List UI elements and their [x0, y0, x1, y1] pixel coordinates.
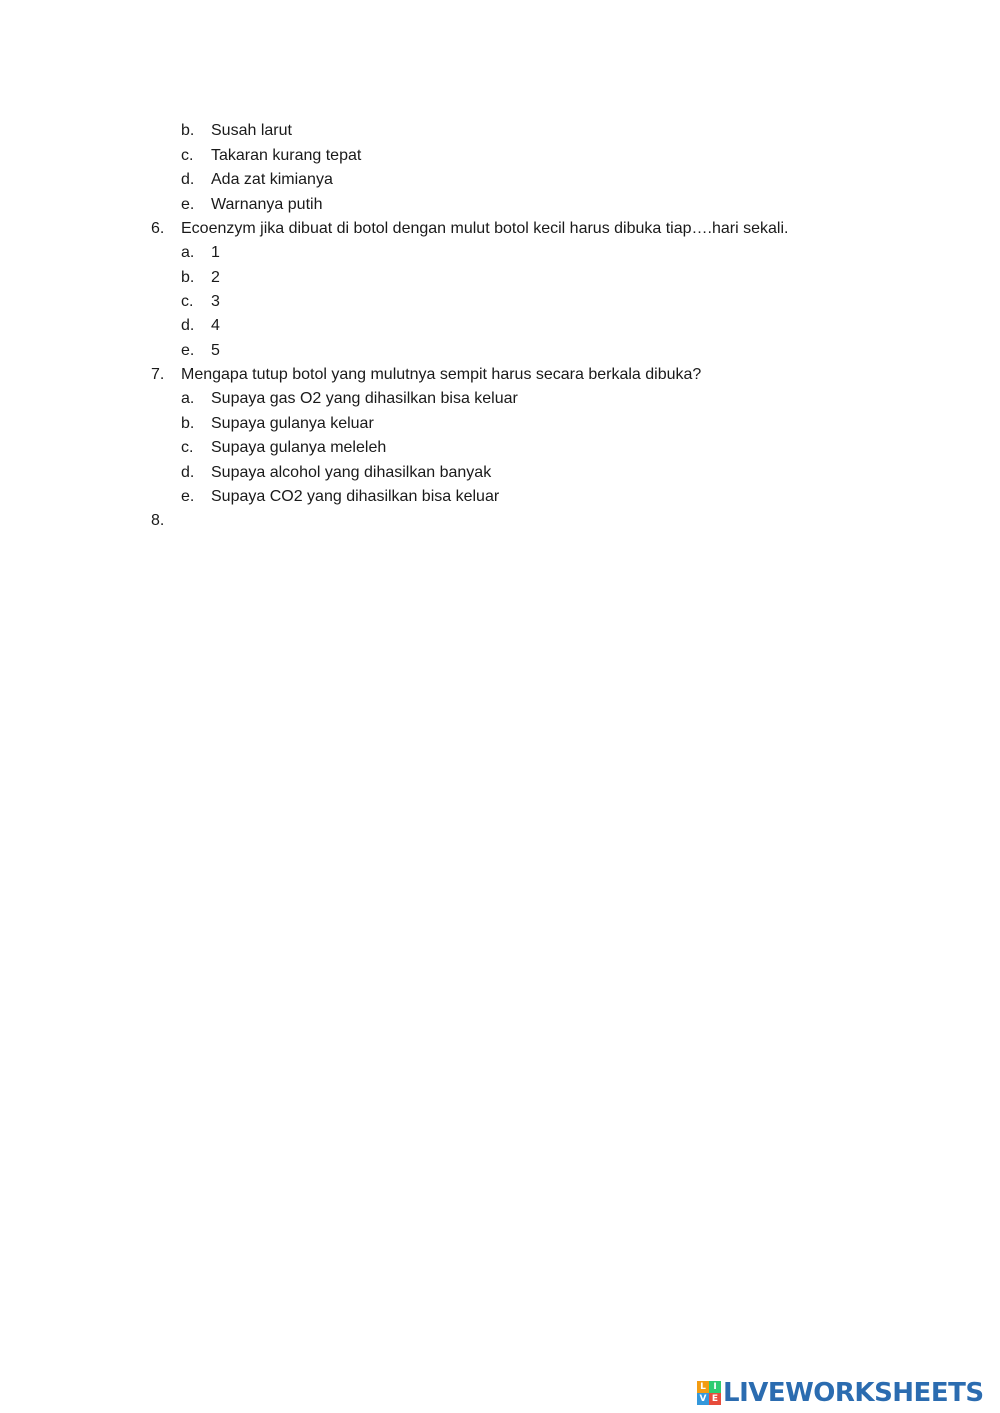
option-marker: a.: [181, 244, 195, 261]
option-text: 2: [211, 269, 220, 286]
option-marker: c.: [181, 439, 194, 456]
option-marker: a.: [181, 390, 195, 407]
question-number: 7.: [151, 366, 165, 383]
option-marker: c.: [181, 147, 194, 164]
option-marker: b.: [181, 122, 195, 139]
option-text: 4: [211, 317, 220, 334]
liveworksheets-logo-icon: L I V E: [697, 1381, 721, 1405]
option-text: Warnanya putih: [211, 196, 323, 213]
option-marker: e.: [181, 342, 195, 359]
option-text: 5: [211, 342, 220, 359]
option-text: 3: [211, 293, 220, 310]
option-marker: e.: [181, 488, 195, 505]
question-text: Mengapa tutup botol yang mulutnya sempit harus secara berkala dibuka?: [181, 366, 702, 383]
option-marker: b.: [181, 415, 195, 432]
option-marker: d.: [181, 171, 195, 188]
option-text: Supaya alcohol yang dihasilkan banyak: [211, 464, 492, 481]
option-text: Supaya gulanya meleleh: [211, 439, 387, 456]
option-text: Supaya CO2 yang dihasilkan bisa keluar: [211, 488, 500, 505]
option-text: Takaran kurang tepat: [211, 147, 362, 164]
option-text: Susah larut: [211, 122, 292, 139]
liveworksheets-logo: [697, 1379, 984, 1407]
option-marker: d.: [181, 317, 195, 334]
option-text: Ada zat kimianya: [211, 171, 333, 188]
logo-wordmark: LIVEWORKSHEETS: [723, 1378, 984, 1408]
option-marker: d.: [181, 464, 195, 481]
option-text: Supaya gas O2 yang dihasilkan bisa keluar: [211, 390, 518, 407]
question-text: Ecoenzym jika dibuat di botol dengan mulut botol kecil harus dibuka tiap….hari sekali.: [181, 220, 789, 237]
option-marker: c.: [181, 293, 194, 310]
option-marker: e.: [181, 196, 195, 213]
question-number: 8.: [151, 512, 165, 529]
option-text: 1: [211, 244, 220, 261]
question-number: 6.: [151, 220, 165, 237]
option-marker: b.: [181, 269, 195, 286]
option-text: Supaya gulanya keluar: [211, 415, 374, 432]
